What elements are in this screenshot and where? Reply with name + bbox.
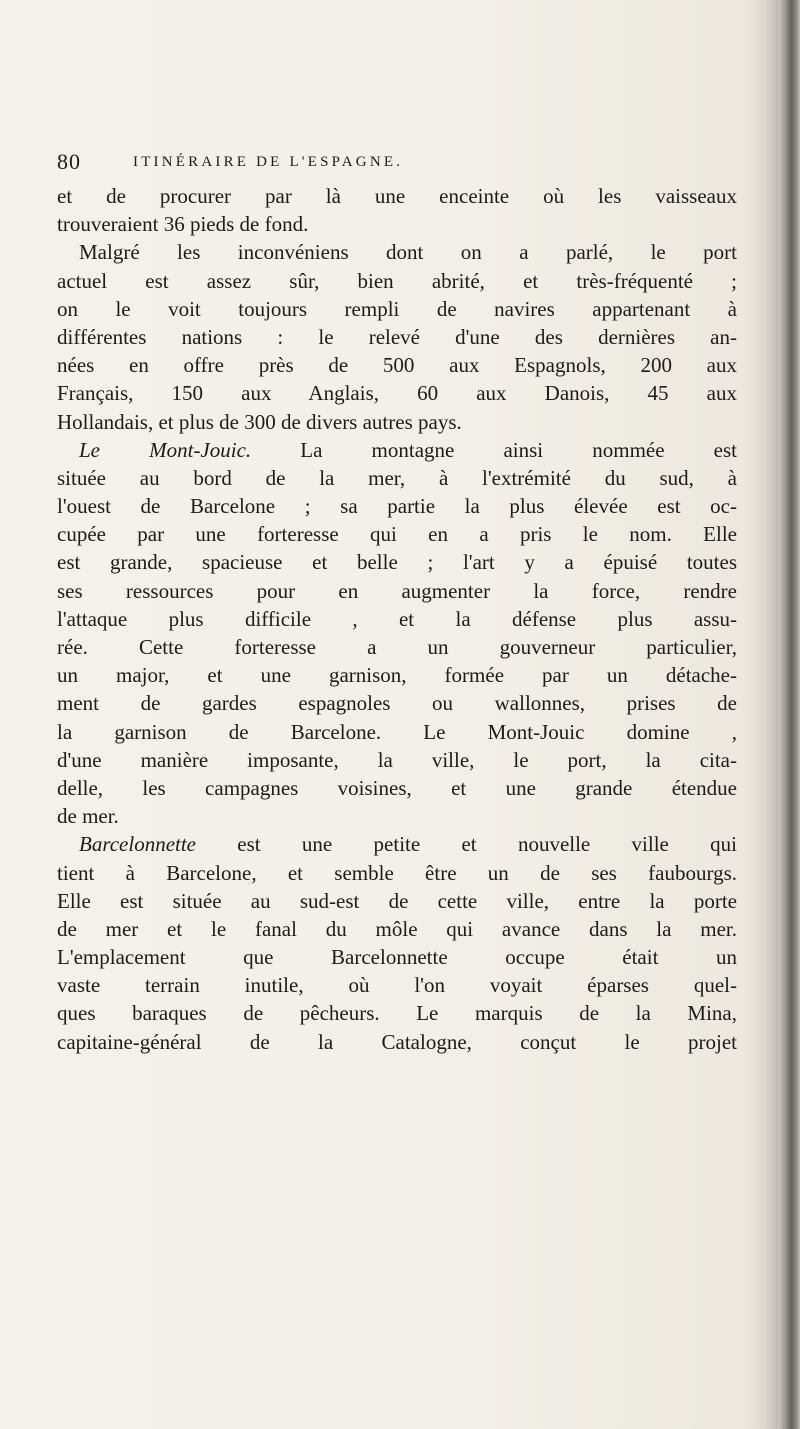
line-text: Elle est située au sud-est de cette ville, entre la porte: [57, 888, 737, 913]
page-number: 80: [57, 149, 81, 174]
text-line: [57, 323, 737, 351]
line-text: delle, les campagnes voisines, et une grande étendue: [57, 775, 737, 800]
text-line: [57, 210, 737, 238]
text-line: [57, 971, 737, 999]
text-line: [57, 436, 737, 464]
text-line: [57, 577, 737, 605]
running-title: ITINÉRAIRE DE L'ESPAGNE.: [133, 154, 404, 170]
text-line: [57, 492, 737, 520]
adjacent-page-edge: [778, 0, 800, 1429]
line-text: Malgré les inconvéniens dont on a parlé, le port: [79, 240, 737, 265]
text-line: [57, 1028, 737, 1056]
body-text: [57, 182, 737, 1056]
text-line: [57, 689, 737, 717]
line-text: rée. Cette forteresse a un gouverneur particulier,: [57, 635, 737, 659]
line-text: différentes nations : le relevé d'une des dernières an-: [57, 324, 737, 349]
text-line: [57, 548, 737, 576]
line-text: on le voit toujours rempli de navires appartenant à: [57, 296, 737, 321]
line-text: trouveraient 36 pieds de fond.: [57, 212, 309, 237]
line-text: située au bord de la mer, à l'extrémité du sud, à: [57, 465, 737, 490]
text-line: [57, 351, 737, 379]
section-heading: Barcelonnette: [79, 832, 197, 857]
text-line: [57, 661, 737, 689]
text-line: [57, 887, 737, 915]
line-text: cupée par une forteresse qui en a pris le nom. Elle: [57, 522, 737, 547]
text-line: [57, 802, 737, 830]
text-line: [57, 464, 737, 492]
line-text: capitaine-général de la Catalogne, conçut le projet: [57, 1029, 737, 1054]
text-line: [57, 774, 737, 802]
line-text: d'une manière imposante, la ville, le port, la cita-: [57, 747, 737, 772]
text-line: [57, 943, 737, 971]
line-text: un major, et une garnison, formée par un détache-: [57, 663, 737, 688]
line-text: l'attaque plus difficile , et la défense plus assu-: [57, 606, 737, 631]
text-line: [57, 859, 737, 887]
text-line: [57, 379, 737, 407]
line-text: Français, 150 aux Anglais, 60 aux Danois, 45 aux: [57, 381, 737, 406]
line-text: l'ouest de Barcelone ; sa partie la plus élevée est oc-: [57, 494, 737, 519]
line-text: la garnison de Barcelone. Le Mont-Jouic domine ,: [57, 719, 737, 744]
text-line: [57, 267, 737, 295]
line-text: ses ressources pour en augmenter la force, rendre: [57, 578, 737, 603]
line-text: ques baraques de pêcheurs. Le marquis de la Mina,: [57, 1001, 737, 1026]
line-text: L'emplacement que Barcelonnette occupe était un: [57, 945, 737, 970]
text-line: [57, 633, 737, 661]
text-line: [57, 408, 737, 436]
page-fold-shadow: [764, 0, 778, 1429]
text-line: [57, 746, 737, 774]
line-text: Hollandais, et plus de 300 de divers autres pays.: [57, 409, 462, 434]
line-text: vaste terrain inutile, où l'on voyait éparses quel-: [57, 973, 737, 998]
text-line: [57, 999, 737, 1027]
text-line: [57, 520, 737, 548]
line-text: est grande, spacieuse et belle ; l'art y a épuisé toutes: [57, 550, 737, 575]
line-text: de mer et le fanal du môle qui avance dans la mer.: [57, 916, 737, 941]
section-heading: Le Mont-Jouic.: [79, 437, 252, 462]
line-text: actuel est assez sûr, bien abrité, et très-fréquenté ;: [57, 268, 737, 293]
text-line: [57, 295, 737, 323]
text-line: [57, 915, 737, 943]
text-line: [57, 182, 737, 210]
text-line: [57, 718, 737, 746]
line-text: et de procurer par là une enceinte où les vaisseaux: [57, 184, 737, 208]
line-text: tient à Barcelone, et semble être un de ses faubourgs.: [57, 860, 737, 885]
text-line: [57, 605, 737, 633]
line-text: ment de gardes espagnoles ou wallonnes, prises de: [57, 691, 737, 716]
line-text: est une petite et nouvelle ville qui: [196, 832, 737, 857]
text-line: [57, 830, 737, 858]
line-text: La montagne ainsi nommée est: [251, 437, 738, 462]
text-line: [57, 238, 737, 266]
line-text: de mer.: [57, 804, 119, 829]
page-header: [57, 146, 717, 178]
line-text: nées en offre près de 500 aux Espagnols, 200 aux: [57, 353, 737, 378]
